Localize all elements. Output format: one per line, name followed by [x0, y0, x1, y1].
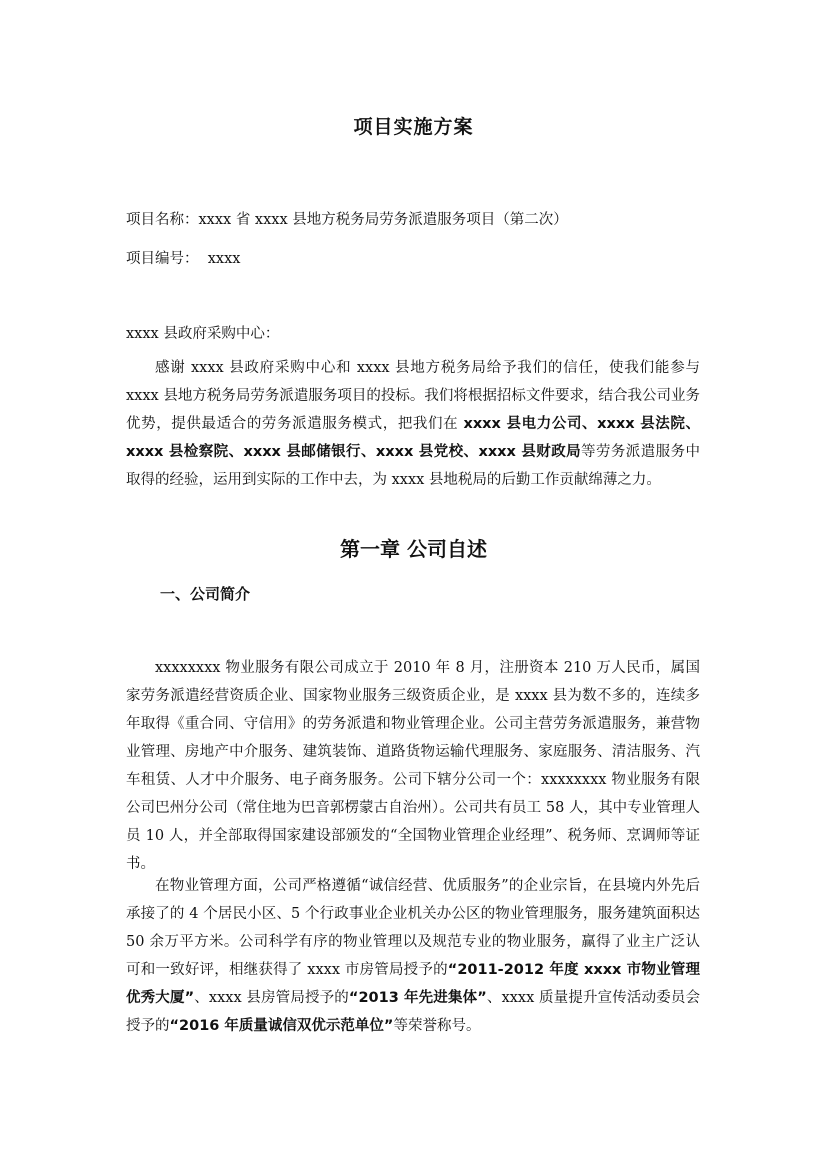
- company-intro-paragraph: xxxxxxxx 物业服务有限公司成立于 2010 年 8 月，注册资本 210 万人民币，属国家劳务派遣经营资质企业、国家物业服务三级资质企业，是 xxxx 县为数不多的，连续多年取得《重合同、守信用》的劳务派遣和物业管理企业。公司主营劳务派遣服务，兼营物业管理、房地产中介服务、建筑装饰、道路货物运输代理服务、家庭服务、清洁服务、汽车租赁、人才中介服务、电子商务服务。公司下辖分公司一个：xxxxxxxx 物业服务有限公司巴州分公司（常住地为巴音郭楞蒙古自治州）。公司共有员工 58 人，其中专业管理人员 10 人，并全部取得国家建设部颁发的“全国物业管理企业经理”、税务师、烹调师等证书。: [126, 660, 700, 872]
- document-title: 项目实施方案: [353, 116, 474, 138]
- project-number-line: [126, 247, 240, 268]
- award-1: “2011-2012 年度 xxxx 市物业管理优秀大厦”: [126, 962, 700, 1006]
- para2-text-1: 在物业管理方面，公司严格遵循“诚信经营、优质服务”的企业宗旨，在县境内外先后承接了的 4 个居民小区、5 个行政事业企业机关办公区的物业管理服务，服务建筑面积达 50 余万平方米。公司科学有序的物业管理以及规范专业的物业服务，赢得了业主广泛认可和一致好评，相继获得了 xxxx 市房管局授予的: [126, 878, 700, 978]
- project-name-label: 项目名称：: [126, 212, 199, 228]
- project-name-line: [126, 208, 568, 229]
- para2-text-3: 、xxxx 质量提升宣传活动委员会授予的: [126, 990, 701, 1034]
- intro-bold-clients: xxxx 县电力公司、xxxx 县法院、xxxx 县检察院、xxxx 县邮储银行、xxxx 县党校、xxxx 县财政局: [126, 416, 701, 460]
- section-title: 一、公司简介: [160, 585, 251, 603]
- chapter-title: 第一章 公司自述: [340, 537, 487, 561]
- project-number-value: xxxx: [207, 251, 241, 267]
- property-management-paragraph: [126, 872, 700, 1040]
- para2-text-2: 、xxxx 县房管局授予的: [194, 990, 349, 1006]
- salutation: xxxx 县政府采购中心：: [126, 326, 280, 342]
- intro-paragraph: [126, 354, 700, 494]
- para2-text-4: 等荣誉称号。: [393, 1018, 481, 1034]
- project-number-label: 项目编号：: [126, 251, 199, 267]
- intro-text-2: 等劳务派遣服务中取得的经验，运用到实际的工作中去，为 xxxx 县地税局的后勤工作贡献绵薄之力。: [126, 444, 700, 488]
- award-3: “2016 年质量诚信双优示范单位”: [169, 1018, 394, 1034]
- project-name-value: xxxx 省 xxxx 县地方税务局劳务派遣服务项目（第二次）: [198, 212, 568, 228]
- award-2: “2013 年先进集体”: [348, 990, 487, 1006]
- intro-text-1: 感谢 xxxx 县政府采购中心和 xxxx 县地方税务局给予我们的信任，使我们能参与 xxxx 县地方税务局劳务派遣服务项目的投标。我们将根据招标文件要求，结合我公司业务优势，提供最适合的劳务派遣服务模式，把我们在: [126, 360, 700, 432]
